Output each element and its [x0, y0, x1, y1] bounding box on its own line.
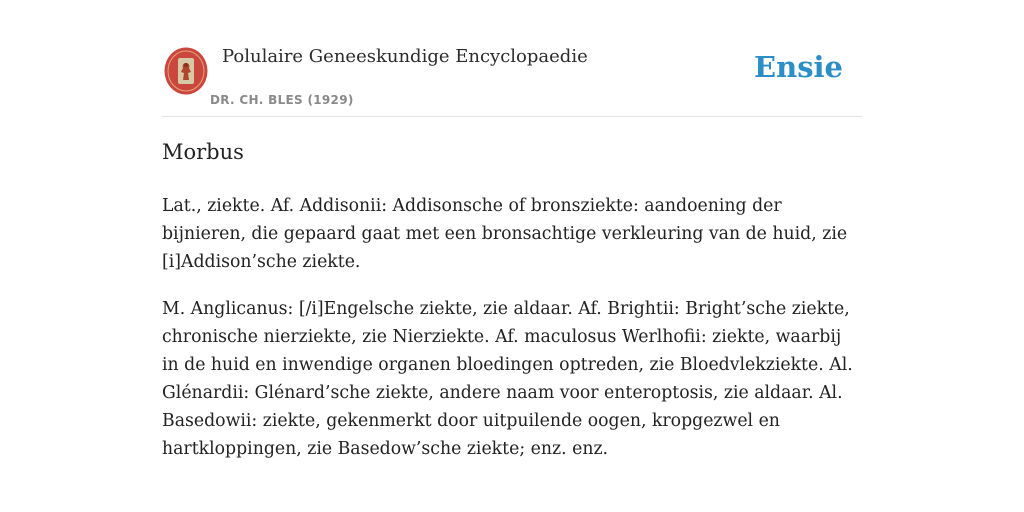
book-title[interactable]: Polulaire Geneeskundige Encyclopaedie [222, 46, 588, 67]
entry-title: Morbus [162, 140, 244, 164]
entry-body [162, 192, 862, 482]
book-author: DR. CH. BLES (1929) [210, 93, 354, 107]
book-cover-icon[interactable] [164, 47, 208, 95]
entry-paragraph: Lat., ziekte. Af. Addisonii: Addisonsche of bronsziekte: aandoening der bijnieren, die gepaard gaat met een bronsachtige verkleuring van de huid, zie [i]Addison’sche ziekte. [162, 196, 848, 272]
entry-paragraph: M. Anglicanus: [/i]Engelsche ziekte, zie aldaar. Af. Brightii: Bright’sche ziekte, chronische nierziekte, zie Nierziekte. Af. maculosus Werlhofii: ziekte, waarbij in de huid en inwendige organen bloedingen optreden, zie Bloedvlekziekte. Al. Glénardii: Glénard’sche ziekte, andere naam voor enteroptosis, zie aldaar. Al. Basedowii: ziekte, gekenmerkt door uitpuilende oogen, kropgezwel en hartkloppingen, zie Basedow’sche ziekte; enz. enz. [162, 299, 853, 459]
book-header [162, 40, 862, 117]
ensie-logo-link[interactable]: Ensie [754, 50, 843, 84]
